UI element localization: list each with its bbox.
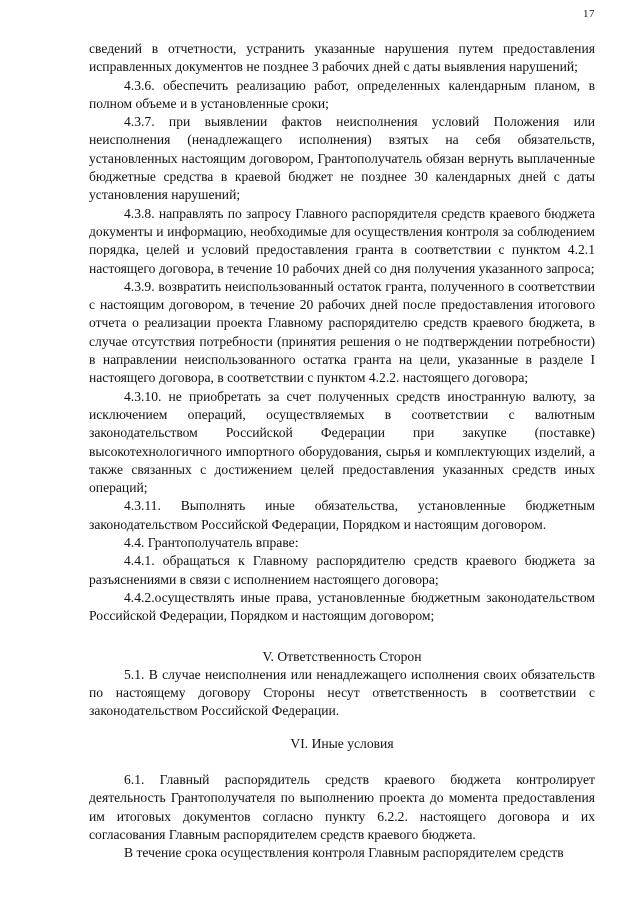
spacer	[89, 721, 595, 735]
paragraph-4-3-6: 4.3.6. обеспечить реализацию работ, определенных календарным планом, в полном объеме и в установленные сроки;	[89, 77, 595, 111]
paragraph-4-3-10: 4.3.10. не приобретать за счет полученных средств иностранную валюту, за исключением операций, осуществляемых в соответствии с валютным законодательством Российской Федерации при закупке (поставке) высокотехнологичного импортного оборудования, сырья и комплектующих изделий, а также связанных с достижением целей предоставления указанных средств иных операций;	[89, 388, 595, 496]
paragraph-5-1: 5.1. В случае неисполнения или ненадлежащего исполнения своих обязательств по настоящему договору Стороны несут ответственность в соответствии с законодательством Российской Федерации.	[89, 666, 595, 719]
paragraph-4-3-9: 4.3.9. возвратить неиспользованный остаток гранта, полученного в соответствии с настоящим договором, в течение 20 рабочих дней после предоставления итогового отчета о реализации проекта Главному распорядителю средств краевого бюджета, в случае отсутствия потребности (принятия решения о не подтверждении потребности) в направлении неиспользованного остатка гранта на цели, указанные в разделе I настоящего договора, в соответствии с пунктом 4.2.2. настоящего договора;	[89, 278, 595, 386]
page-number: 17	[583, 8, 595, 20]
spacer	[89, 753, 595, 771]
spacer	[89, 626, 595, 648]
paragraph-continued: сведений в отчетности, устранить указанные нарушения путем предоставления исправленных документов не позднее 3 рабочих дней с даты выявления нарушений;	[89, 41, 595, 75]
paragraph-4-4-2: 4.4.2.осуществлять иные права, установленные бюджетным законодательством Российской Федерации, Порядком и настоящим договором;	[89, 589, 595, 624]
paragraph-4-3-11: 4.3.11. Выполнять иные обязательства, установленные бюджетным законодательством Российской Федерации, Порядком и настоящим договором.	[89, 498, 595, 532]
section-6-heading: VI. Иные условия	[290, 735, 394, 751]
section-5-heading: V. Ответственность Сторон	[262, 648, 422, 664]
paragraph-4-3-8: 4.3.8. направлять по запросу Главного распорядителя средств краевого бюджета документы и информацию, необходимые для осуществления контроля за соблюдением порядка, целей и условий предоставления гранта в соответствии с пунктом 4.2.1 настоящего договора, в течение 10 рабочих дней со дня получения указанного запроса;	[89, 205, 595, 276]
document-body	[89, 40, 595, 862]
paragraph-4-4: 4.4. Грантополучатель вправе:	[124, 535, 299, 551]
paragraph-6-1: 6.1. Главный распорядитель средств краевого бюджета контролирует деятельность Грантополучателя по выполнению проекта до момента предоставления им итоговых документов согласно пункту 6.2.2. настоящего договора и их согласования Главным распорядителем средств краевого бюджета.	[89, 771, 595, 842]
paragraph-4-4-1: 4.4.1. обращаться к Главному распорядителю средств краевого бюджета за разъяснениями в связи с исполнением настоящего договора;	[89, 553, 595, 587]
paragraph-4-3-7: 4.3.7. при выявлении фактов неисполнения условий Положения или неисполнения (ненадлежащего исполнения) взятых на себя обязательств, установленных настоящим договором, Грантополучатель обязан вернуть выплаченные бюджетные средства в краевой бюджет не позднее 30 календарных дней с даты установления нарушений;	[89, 114, 595, 203]
paragraph-last: В течение срока осуществления контроля Главным распорядителем средств	[124, 845, 564, 861]
